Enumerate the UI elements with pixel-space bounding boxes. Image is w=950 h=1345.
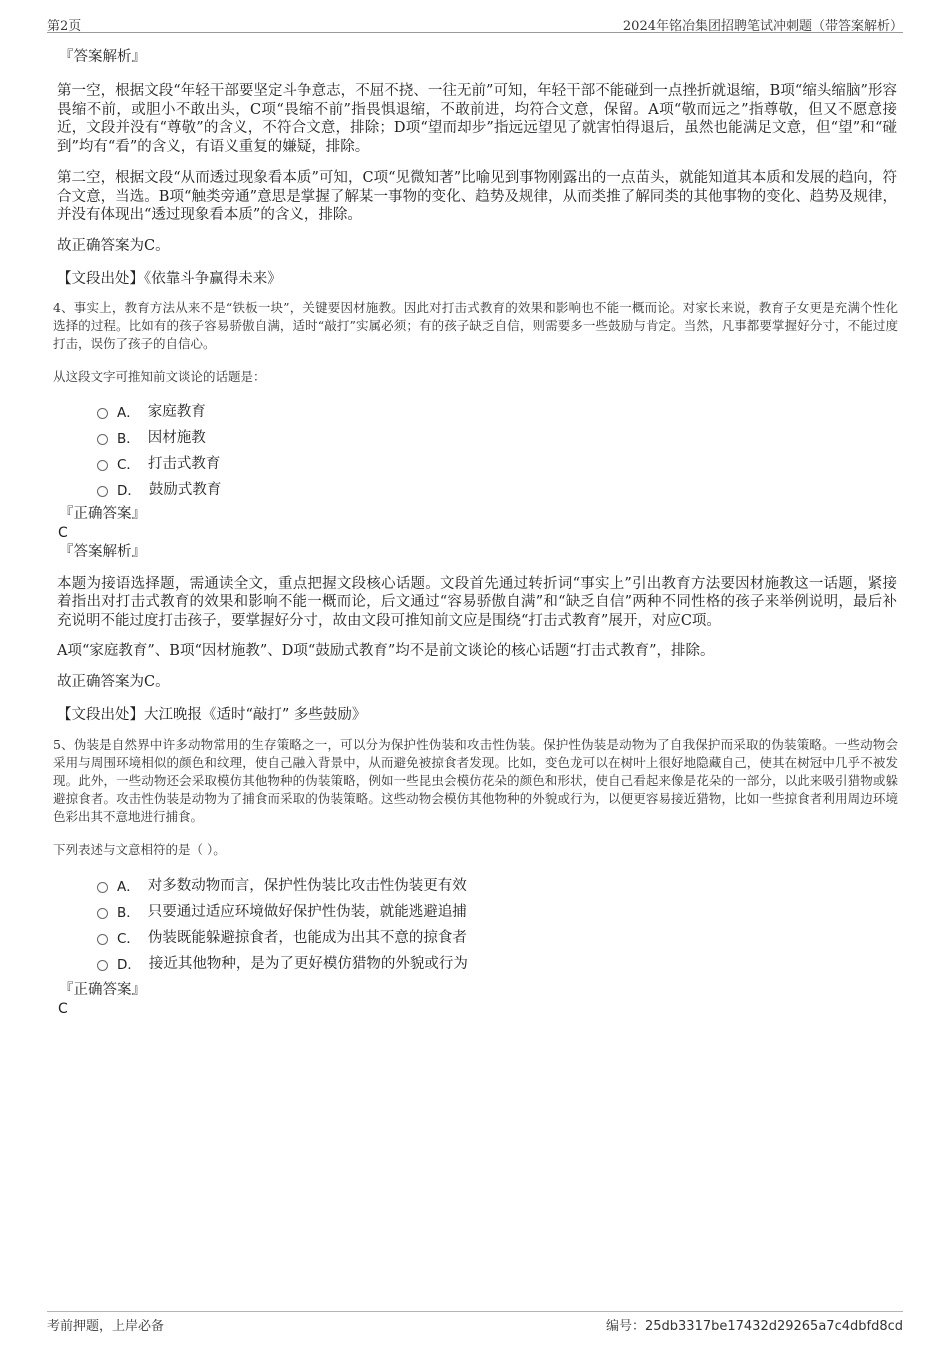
correct-answer-label: 『正确答案』 [59,505,146,522]
page-content [53,44,898,1018]
correct-answer-label: 『正确答案』 [59,981,146,998]
code-value: 25db3317be17432d29265a7c4dbfd8cd [644,1319,903,1334]
source-note: 【文段出处】《依靠斗争赢得未来》 [57,271,282,287]
question-4-text: 4、事实上，教育方法从来不是“铁板一块”，关键要因材施教。因此对打击式教育的效果和影响也不能一概而论。对家长来说，教育子女更是充满个性化选择的过程。比如有的孩子容易骄傲自满，适时“敲打”实属必须；有的孩子缺乏自信，则需要多一些鼓励与肯定。当然，凡事都要掌握好分寸，不能过度打击，误伤了孩子的自信心。 [53,299,898,351]
question-5-text: 5、伪装是自然界中许多动物常用的生存策略之一，可以分为保护性伪装和攻击性伪装。保护性伪装是动物为了自我保护而采取的伪装策略。一些动物会采用与周围环境相似的颜色和纹理，使自己融入背景中，从而避免被掠食者发现。比如，变色龙可以在树叶上很好地隐藏自己，使其在树冠中几乎不被发现。此外，一些动物还会采取模仿其他物种的伪装策略，例如一些昆虫会模仿花朵的颜色和形状，使自己看起来像是花朵的一部分，以此来吸引猎物或躲避掠食者。攻击性伪装是动物为了捕食而采取的伪装策略。这些动物会模仿其他物种的外貌或行为，以便更容易接近猎物，比如一些掠食者利用周边环境色彩出其不意地进行捕食。 [53,736,898,824]
code-label: 编号： [605,1319,645,1334]
radio-icon[interactable] [97,460,108,471]
analysis-paragraph: 本题为接语选择题，需通读全文，重点把握文段核心话题。文段首先通过转折词“事实上”引出教育方法要因材施教这一话题，紧接着指出对打击式教育的效果和影响不能一概而论，后文通过“容易骄傲自满”和“缺乏自信”两种不同性格的孩子来举例说明，最后补充说明不能过度打击孩子，要掌握好分寸，故由文段可推知前文应是围绕“打击式教育”展开，对应C项。 [57,575,897,629]
page-number: 第2页 [47,19,82,34]
radio-icon[interactable] [97,434,108,445]
correct-answer-value: C [58,524,68,541]
radio-icon[interactable] [97,408,108,419]
page-footer [47,1311,903,1334]
option-c[interactable]: C． 伪装既能躲避掠食者，也能成为出其不意的掠食者 [57,924,897,950]
analysis-paragraph: A项“家庭教育”、B项“因材施教”、D项“鼓励式教育”均不是前文谈论的核心话题“打击式教育”，排除。 [57,643,715,659]
option-c[interactable]: C． 打击式教育 [57,450,897,476]
option-a[interactable]: A． 对多数动物而言，保护性伪装比攻击性伪装更有效 [57,872,897,898]
source-note: 【文段出处】大江晚报《适时“敲打” 多些鼓励》 [57,707,367,723]
option-d[interactable]: D． 鼓励式教育 [57,476,897,502]
analysis-label: 『答案解析』 [59,543,146,560]
radio-icon[interactable] [97,934,108,945]
analysis-paragraph: 第一空，根据文段“年轻干部要坚定斗争意志，不屈不挠、一往无前”可知，年轻干部不能碰到一点挫折就退缩，B项“缩头缩脑”形容畏缩不前，或胆小不敢出头，C项“畏缩不前”指畏惧退缩，不敢前进，均符合文意，保留。A项“敬而远之”指尊敬，但又不愿意接近，文段并没有“尊敬”的含义，不符合文意，排除；D项“望而却步”指远远望见了就害怕得退后，虽然也能满足文意，但“望”和“碰到”均有“看”的含义，有语义重复的嫌疑，排除。 [57,83,897,155]
answer-conclusion: 故正确答案为C。 [57,237,170,254]
option-b[interactable]: B． 因材施教 [57,424,897,450]
option-d[interactable]: D． 接近其他物种，是为了更好模仿猎物的外貌或行为 [57,950,897,976]
answer-conclusion: 故正确答案为C。 [57,673,170,690]
radio-icon[interactable] [97,486,108,497]
document-title: 2024年铭冶集团招聘笔试冲刺题（带答案解析） [622,19,903,34]
question-5-prompt: 下列表述与文意相符的是（ ）。 [53,841,226,857]
radio-icon[interactable] [97,960,108,971]
question-4-options [57,398,897,502]
analysis-label: 『答案解析』 [59,49,146,65]
radio-icon[interactable] [97,882,108,893]
document-code [606,1315,903,1334]
footer-slogan: 考前押题，上岸必备 [47,1319,165,1334]
question-4-prompt: 从这段文字可推知前文谈论的话题是： [53,368,266,384]
correct-answer-value: C [58,1000,68,1017]
radio-icon[interactable] [97,908,108,919]
option-a[interactable]: A． 家庭教育 [57,398,897,424]
analysis-paragraph: 第二空，根据文段“从而透过现象看本质”可知，C项“见微知著”比喻见到事物刚露出的一点苗头，就能知道其本质和发展的趋向，符合文意，当选。B项“触类旁通”意思是掌握了解某一事物的变化、趋势及规律，从而类推了解同类的其他事物的变化、趋势及规律，并没有体现出“透过现象看本质”的含义，排除。 [57,170,897,223]
page-header [47,12,903,33]
question-5-options [57,872,897,976]
option-b[interactable]: B． 只要通过适应环境做好保护性伪装，就能逃避追捕 [57,898,897,924]
